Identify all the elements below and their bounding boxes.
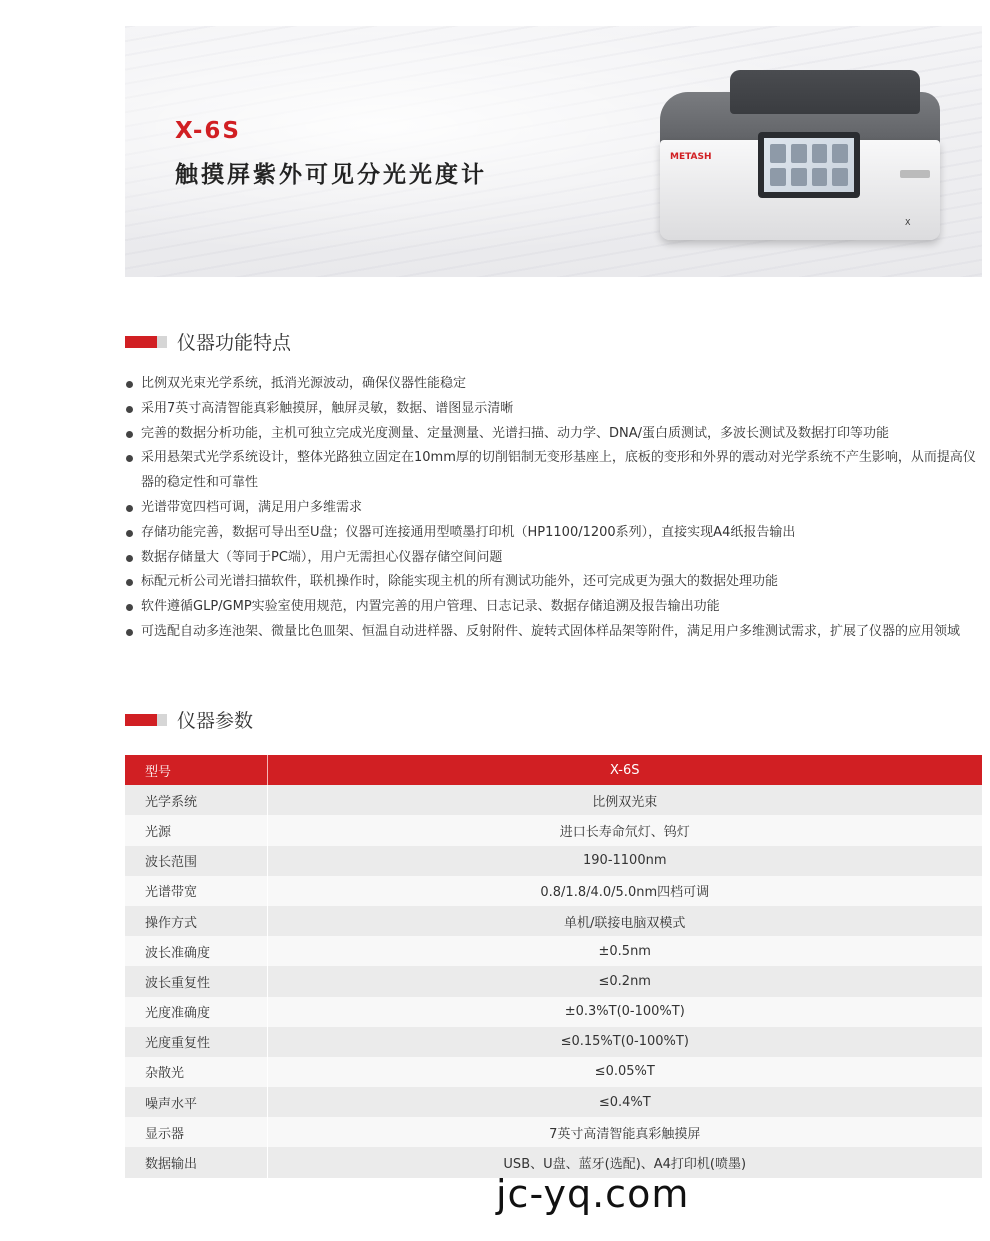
section-marker-icon xyxy=(125,714,157,726)
spec-key: 噪声水平 xyxy=(125,1087,267,1117)
features-list xyxy=(125,372,985,645)
spec-value: ≤0.4%T xyxy=(267,1087,982,1117)
instrument-port xyxy=(900,170,930,178)
spec-header-key: 型号 xyxy=(125,755,267,785)
table-row xyxy=(125,1057,982,1087)
table-row xyxy=(125,815,982,845)
spec-key: 光学系统 xyxy=(125,785,267,815)
spec-table xyxy=(125,755,982,1178)
spec-value: 进口长寿命氘灯、钨灯 xyxy=(267,815,982,845)
section-marker-accent-icon xyxy=(157,714,167,726)
spec-key: 数据输出 xyxy=(125,1147,267,1177)
product-name: 触摸屏紫外可见分光光度计 xyxy=(175,162,487,188)
table-row xyxy=(125,1087,982,1117)
spec-key: 光谱带宽 xyxy=(125,876,267,906)
feature-item: 比例双光束光学系统，抵消光源波动，确保仪器性能稳定 xyxy=(125,372,985,397)
section-marker-icon xyxy=(125,336,157,348)
spec-key: 操作方式 xyxy=(125,906,267,936)
instrument-brand-logo: METASH xyxy=(670,152,712,162)
params-section-title: 仪器参数 xyxy=(177,710,254,732)
spec-key: 光度准确度 xyxy=(125,997,267,1027)
table-row xyxy=(125,1027,982,1057)
feature-item: 采用7英寸高清智能真彩触摸屏，触屏灵敏，数据、谱图显示清晰 xyxy=(125,397,985,422)
spec-key: 光源 xyxy=(125,815,267,845)
table-row xyxy=(125,966,982,996)
feature-item: 采用悬架式光学系统设计，整体光路独立固定在10mm厚的切削铝制无变形基座上，底板的变形和外界的震动对光学系统不产生影响，从而提高仪器的稳定性和可靠性 xyxy=(125,446,985,496)
instrument-model-mark: X xyxy=(905,218,911,227)
feature-item: 软件遵循GLP/GMP实验室使用规范，内置完善的用户管理、日志记录、数据存储追溯及报告输出功能 xyxy=(125,595,985,620)
spec-value: 比例双光束 xyxy=(267,785,982,815)
spec-table-header xyxy=(125,755,982,785)
table-row xyxy=(125,785,982,815)
feature-item: 标配元析公司光谱扫描软件，联机操作时，除能实现主机的所有测试功能外，还可完成更为强大的数据处理功能 xyxy=(125,570,985,595)
feature-item: 光谱带宽四档可调，满足用户多维需求 xyxy=(125,496,985,521)
instrument-touchscreen xyxy=(758,132,860,198)
section-marker-accent-icon xyxy=(157,336,167,348)
spec-value: 0.8/1.8/4.0/5.0nm四档可调 xyxy=(267,876,982,906)
spec-key: 波长准确度 xyxy=(125,936,267,966)
spec-key: 波长重复性 xyxy=(125,966,267,996)
spec-value: ±0.5nm xyxy=(267,936,982,966)
spec-value: ±0.3%T(0-100%T) xyxy=(267,997,982,1027)
feature-item: 存储功能完善，数据可导出至U盘；仪器可连接通用型喷墨打印机（HP1100/1200系列），直接实现A4纸报告输出 xyxy=(125,521,985,546)
table-row xyxy=(125,1117,982,1147)
spec-value: 单机/联接电脑双模式 xyxy=(267,906,982,936)
spec-value: 190-1100nm xyxy=(267,846,982,876)
table-row xyxy=(125,997,982,1027)
product-banner xyxy=(125,26,982,277)
features-section-title: 仪器功能特点 xyxy=(177,332,292,354)
spec-key: 光度重复性 xyxy=(125,1027,267,1057)
spec-value: ≤0.2nm xyxy=(267,966,982,996)
spec-key: 波长范围 xyxy=(125,846,267,876)
spec-value: 7英寸高清智能真彩触摸屏 xyxy=(267,1117,982,1147)
table-row xyxy=(125,846,982,876)
spec-key: 显示器 xyxy=(125,1117,267,1147)
spec-key: 杂散光 xyxy=(125,1057,267,1087)
feature-item: 完善的数据分析功能，主机可独立完成光度测量、定量测量、光谱扫描、动力学、DNA/蛋白质测试，多波长测试及数据打印等功能 xyxy=(125,422,985,447)
table-row xyxy=(125,906,982,936)
table-row xyxy=(125,936,982,966)
spec-header-value: X-6S xyxy=(267,755,982,785)
spec-value: ≤0.15%T(0-100%T) xyxy=(267,1027,982,1057)
spec-value: ≤0.05%T xyxy=(267,1057,982,1087)
instrument-lid xyxy=(730,70,920,114)
table-row xyxy=(125,876,982,906)
spec-value: USB、U盘、蓝牙(选配)、A4打印机(喷墨) xyxy=(267,1147,982,1177)
feature-item: 数据存储量大（等同于PC端），用户无需担心仪器存储空间问题 xyxy=(125,546,985,571)
website-watermark: jc-yq.com xyxy=(496,1172,690,1216)
instrument-image xyxy=(660,70,945,242)
model-title: X-6S xyxy=(175,118,241,144)
feature-item: 可选配自动多连池架、微量比色皿架、恒温自动进样器、反射附件、旋转式固体样品架等附件，满足用户多维测试需求，扩展了仪器的应用领域 xyxy=(125,620,985,645)
